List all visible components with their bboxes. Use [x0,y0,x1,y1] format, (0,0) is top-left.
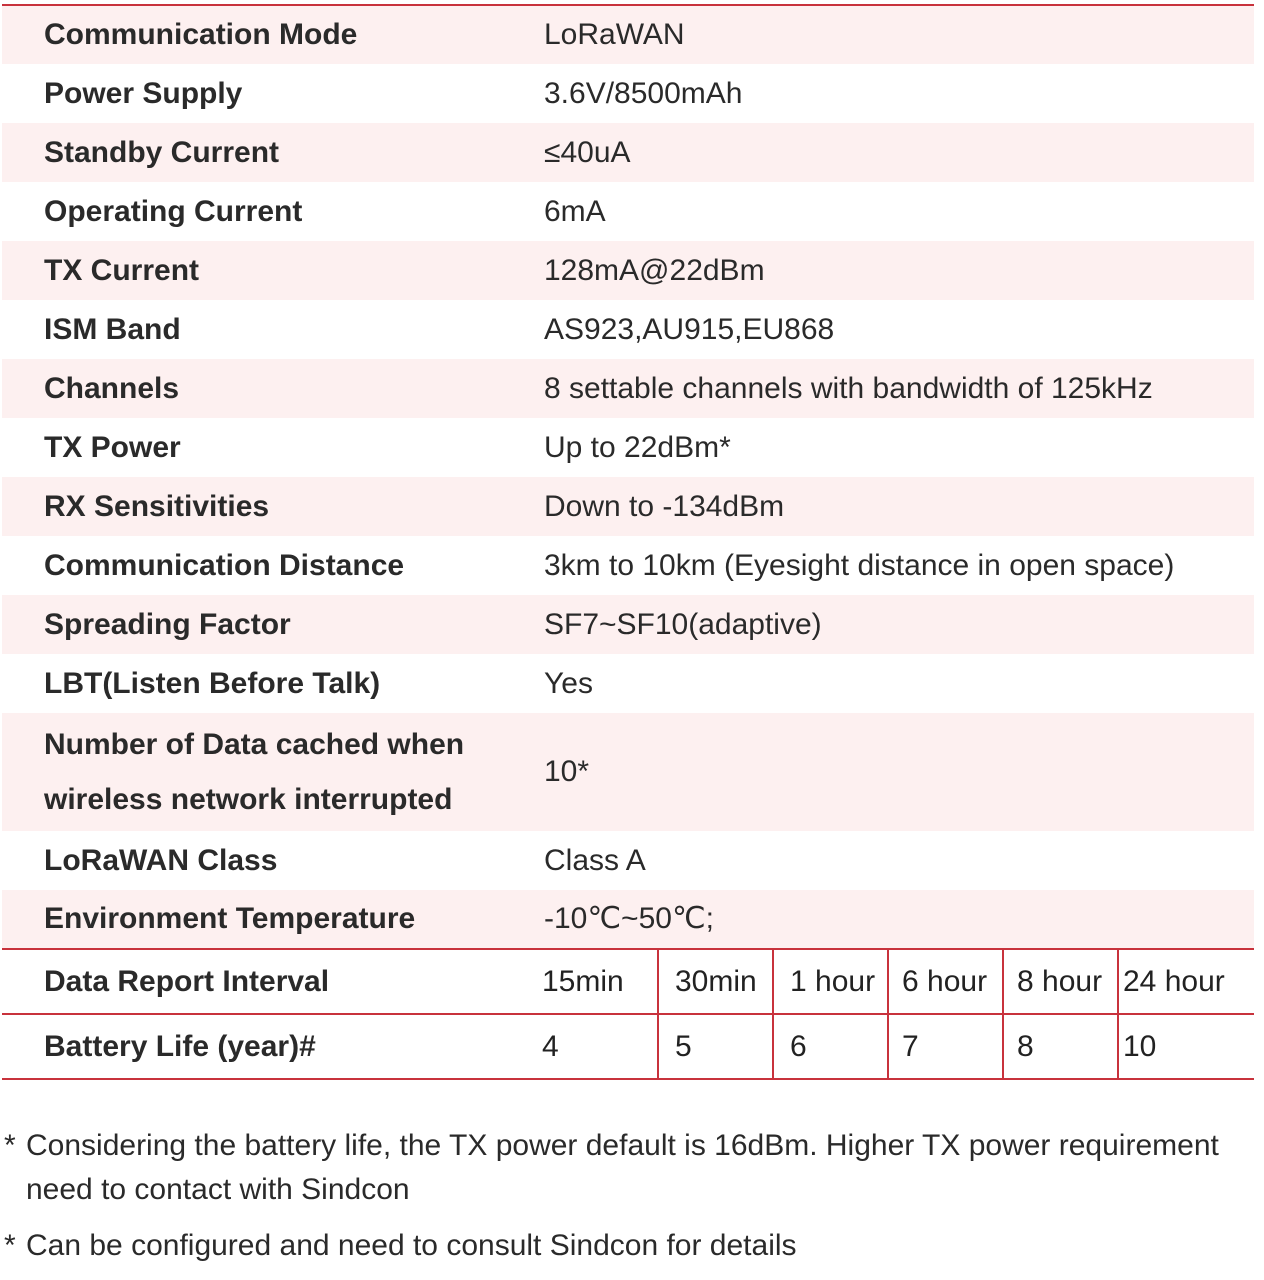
footnote-text: Can be configured and need to consult Sindcon for details [26,1229,797,1262]
spec-label: Standby Current [2,123,542,182]
spec-value: Up to 22dBm* [544,430,731,464]
spec-value: 10* [542,713,1254,831]
spec-value: AS923,AU915,EU868 [544,312,835,346]
battery-life-label: Battery Life (year)# [2,1014,542,1079]
spec-value: 8 settable channels with bandwidth of 125kHz [542,359,1254,418]
spec-row-lbt [2,654,1254,713]
spec-label: Spreading Factor [2,595,542,654]
spec-row-data-cached [2,713,1254,831]
spec-row-rx-sensitivities [2,477,1254,536]
battery-life-cell: 10 [1118,1014,1254,1079]
battery-life-cell: 6 [773,1014,888,1079]
interval-cell: 8 hour [1003,949,1118,1014]
footnote-text: Considering the battery life, the TX power default is 16dBm. Higher TX power requirement need to contact with Sindcon [26,1129,1219,1206]
spec-label: Power Supply [44,76,243,110]
battery-life-cell: 7 [888,1014,1003,1079]
interval-cell: 1 hour [773,949,888,1014]
spec-row-tx-power [2,418,1254,477]
spec-value: 3.6V/8500mAh [544,76,743,110]
spec-row-tx-current [2,241,1254,300]
battery-life-cell: 8 [1003,1014,1118,1079]
spec-row-standby-current [2,123,1254,182]
spec-row-lorawan-class [2,831,1254,890]
battery-life-row [2,1014,1254,1079]
spec-row-channels [2,359,1254,418]
footnote [4,1124,1244,1212]
spec-value: Yes [544,666,593,700]
spec-row-environment-temperature [2,890,1254,949]
spec-label: Environment Temperature [2,890,542,949]
spec-label: TX Power [44,430,181,464]
spec-label: RX Sensitivities [2,477,542,536]
spec-row-communication-distance [2,536,1254,595]
spec-value: SF7~SF10(adaptive) [542,595,1254,654]
spec-value: Down to -134dBm [542,477,1254,536]
spec-value: 3km to 10km (Eyesight distance in open space) [544,548,1175,582]
interval-cell: 30min [658,949,773,1014]
spec-label: Communication Distance [44,548,405,582]
footnotes [4,1124,1244,1280]
spec-row-spreading-factor [2,595,1254,654]
spec-row-power-supply [2,64,1254,123]
interval-cell: 15min [542,949,658,1014]
spec-value: LoRaWAN [542,5,1254,64]
spec-table [2,4,1254,1080]
battery-life-cell: 4 [542,1014,658,1079]
spec-label: Number of Data cached when wireless network interrupted [2,713,542,831]
spec-row-operating-current [2,182,1254,241]
spec-row-ism-band [2,300,1254,359]
battery-life-cell: 5 [658,1014,773,1079]
spec-value: 6mA [544,194,606,228]
spec-value: 128mA@22dBm [542,241,1254,300]
interval-cell: 6 hour [888,949,1003,1014]
spec-label: LBT(Listen Before Talk) [44,666,381,700]
spec-label: LoRaWAN Class [44,843,278,877]
spec-value: -10℃~50℃; [542,890,1254,949]
spec-label: ISM Band [44,312,181,346]
spec-label: TX Current [2,241,542,300]
spec-row-communication-mode [2,5,1254,64]
spec-value: ≤40uA [542,123,1254,182]
spec-label: Channels [2,359,542,418]
footnote-marker: * [4,1229,16,1262]
interval-cell: 24 hour [1118,949,1254,1014]
spec-label: Communication Mode [2,5,542,64]
footnote [4,1224,1244,1268]
spec-value: Class A [544,843,646,877]
spec-label: Operating Current [44,194,303,228]
data-report-interval-row [2,949,1254,1014]
interval-label: Data Report Interval [2,949,542,1014]
footnote-marker: * [4,1129,16,1162]
